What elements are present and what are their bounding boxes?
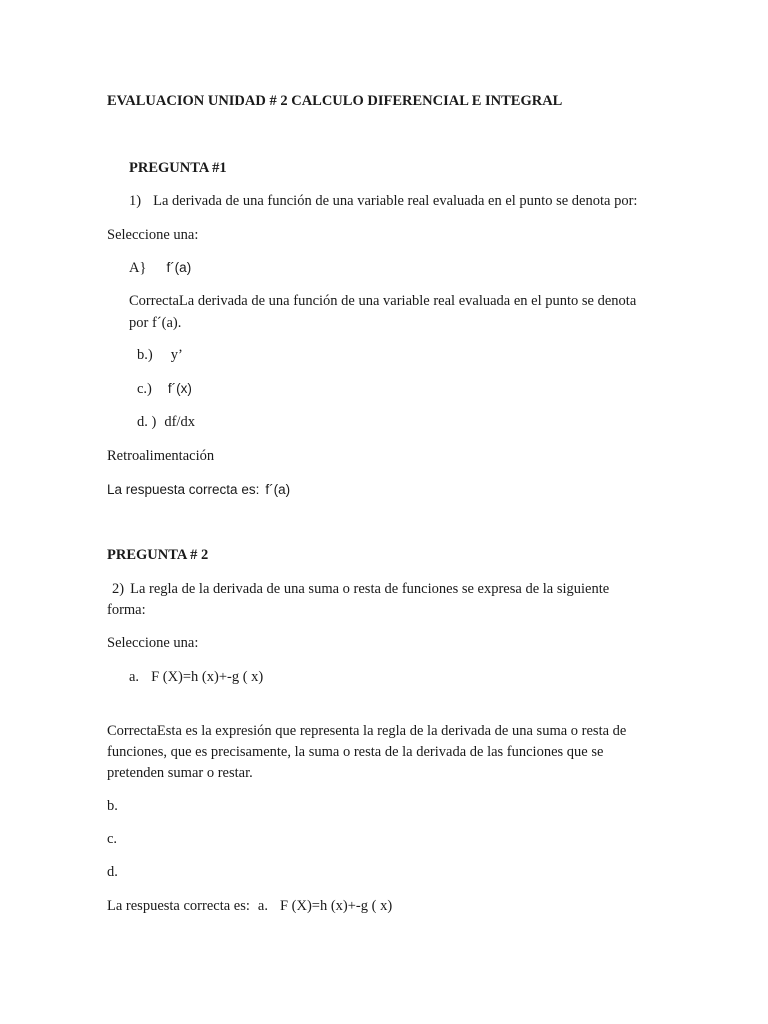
document-title: EVALUACION UNIDAD # 2 CALCULO DIFERENCIAL E INTEGRAL xyxy=(107,93,563,109)
question-2-statement: La regla de la derivada de una suma o resta de funciones se expresa de la siguiente xyxy=(130,581,610,597)
question-1-retro-label: Retroalimentación xyxy=(107,448,215,464)
question-1-option-b[interactable] xyxy=(137,345,183,365)
answer-value: F (X)=h (x)+-g ( x) xyxy=(279,898,393,914)
option-a-label: a. xyxy=(129,669,140,685)
option-b-value: y’ xyxy=(170,347,183,363)
question-2-option-b[interactable]: b. xyxy=(107,798,118,814)
question-1-heading: PREGUNTA #1 xyxy=(129,160,227,176)
question-1-select-label: Seleccione una: xyxy=(107,227,199,243)
option-d-label: d. ) xyxy=(137,414,157,430)
question-2-text-line-2: forma: xyxy=(107,602,146,618)
question-1-answer xyxy=(107,480,290,500)
question-1-text xyxy=(129,191,637,211)
question-2-feedback-line-3: pretenden sumar o restar. xyxy=(107,765,253,781)
question-1-feedback-line-1: CorrectaLa derivada de una función de una variable real evaluada en el punto se denota xyxy=(129,293,637,309)
question-2-option-a[interactable] xyxy=(129,667,263,687)
question-1-statement: La derivada de una función de una variable real evaluada en el punto se denota por: xyxy=(153,193,638,209)
option-a-label: A} xyxy=(129,260,147,276)
option-c-value: f´(x) xyxy=(167,381,192,396)
option-a-value: F (X)=h (x)+-g ( x) xyxy=(151,669,264,685)
answer-value: f´(a) xyxy=(265,482,291,497)
question-2-option-d[interactable]: d. xyxy=(107,864,118,880)
answer-label: La respuesta correcta es: xyxy=(107,898,250,914)
option-d-value: df/dx xyxy=(164,414,195,430)
question-1-number: 1) xyxy=(129,193,142,209)
option-a-value: f´(a) xyxy=(166,260,192,275)
question-2-heading: PREGUNTA # 2 xyxy=(107,547,209,563)
option-b-label: b.) xyxy=(137,347,153,363)
question-1-option-a[interactable] xyxy=(129,258,191,278)
question-1-feedback-line-2: por f´(a). xyxy=(129,315,182,331)
question-2-number: 2) xyxy=(112,581,125,597)
question-2-select-label: Seleccione una: xyxy=(107,635,199,651)
question-1-option-c[interactable] xyxy=(137,379,192,399)
option-c-label: c.) xyxy=(137,381,152,397)
question-2-text-line-1 xyxy=(112,579,609,599)
question-1-option-d[interactable] xyxy=(137,412,195,432)
question-2-feedback-line-2: funciones, que es precisamente, la suma o resta de la derivada de las funciones que se xyxy=(107,744,604,760)
question-2-feedback-line-1: CorrectaEsta es la expresión que representa la regla de la derivada de una suma o resta de xyxy=(107,723,627,739)
answer-label: La respuesta correcta es: xyxy=(107,482,260,497)
question-2-option-c[interactable]: c. xyxy=(107,831,118,847)
question-2-answer xyxy=(107,896,392,916)
answer-option: a. xyxy=(257,898,268,914)
